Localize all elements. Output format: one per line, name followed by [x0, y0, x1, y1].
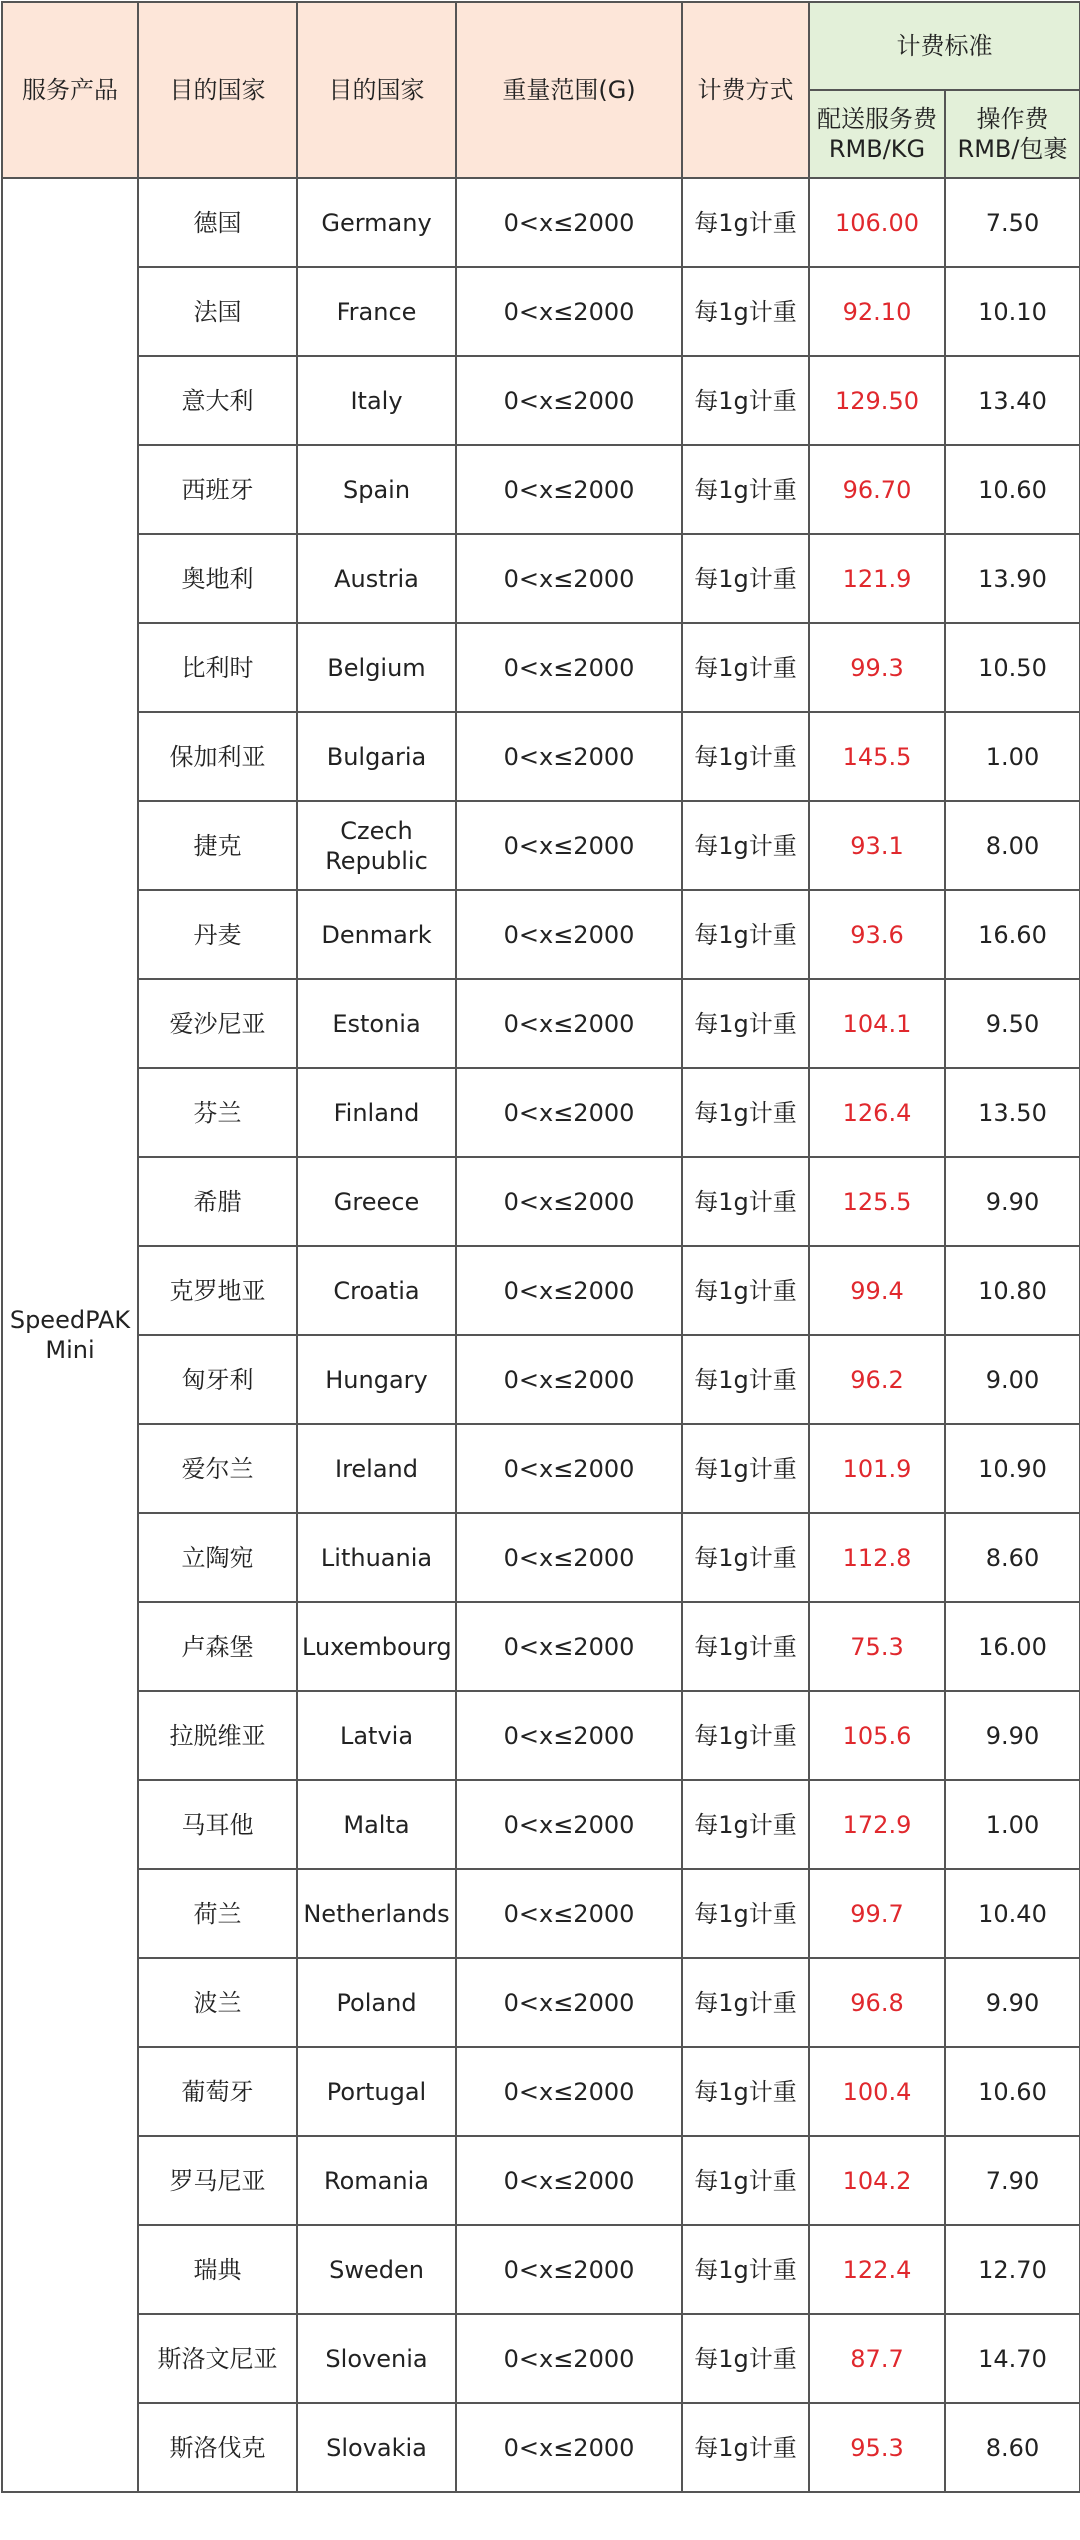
pricing-table — [1, 1, 1080, 2493]
operation-fee-cell: 13.50 — [945, 1068, 1080, 1157]
billing-method-cell: 每1g计重 — [682, 1157, 809, 1246]
country-en-cell: Portugal — [297, 2047, 456, 2136]
weight-range-cell: 0<x≤2000 — [456, 356, 682, 445]
country-en-cell: Estonia — [297, 979, 456, 1068]
table-row — [2, 534, 1080, 623]
table-row — [2, 623, 1080, 712]
delivery-fee-cell: 121.9 — [809, 534, 945, 623]
billing-method-cell: 每1g计重 — [682, 534, 809, 623]
table-row — [2, 2047, 1080, 2136]
weight-range-cell: 0<x≤2000 — [456, 534, 682, 623]
billing-method-cell: 每1g计重 — [682, 2403, 809, 2492]
delivery-fee-cell: 112.8 — [809, 1513, 945, 1602]
country-en-cell: Sweden — [297, 2225, 456, 2314]
delivery-fee-cell: 172.9 — [809, 1780, 945, 1869]
header-operation-fee-line2: RMB/包裹 — [957, 135, 1068, 163]
weight-range-cell: 0<x≤2000 — [456, 1780, 682, 1869]
header-operation-fee-line1: 操作费 — [976, 105, 1049, 133]
country-en-cell: Malta — [297, 1780, 456, 1869]
table-row — [2, 801, 1080, 890]
table-row — [2, 178, 1080, 267]
billing-method-cell: 每1g计重 — [682, 1246, 809, 1335]
billing-method-cell: 每1g计重 — [682, 1602, 809, 1691]
billing-method-cell: 每1g计重 — [682, 979, 809, 1068]
product-name-line2: Mini — [45, 1336, 95, 1364]
operation-fee-cell: 9.90 — [945, 1157, 1080, 1246]
billing-method-cell: 每1g计重 — [682, 1780, 809, 1869]
weight-range-cell: 0<x≤2000 — [456, 1602, 682, 1691]
table-row — [2, 890, 1080, 979]
country-en-cell: Netherlands — [297, 1869, 456, 1958]
country-cn-cell: 立陶宛 — [138, 1513, 297, 1602]
weight-range-cell: 0<x≤2000 — [456, 1335, 682, 1424]
table-row — [2, 1157, 1080, 1246]
operation-fee-cell: 9.90 — [945, 1691, 1080, 1780]
operation-fee-cell: 10.90 — [945, 1424, 1080, 1513]
country-cn-cell: 卢森堡 — [138, 1602, 297, 1691]
delivery-fee-cell: 106.00 — [809, 178, 945, 267]
operation-fee-cell: 10.60 — [945, 445, 1080, 534]
header-operation-fee — [945, 90, 1080, 178]
delivery-fee-cell: 122.4 — [809, 2225, 945, 2314]
delivery-fee-cell: 99.3 — [809, 623, 945, 712]
operation-fee-cell: 7.90 — [945, 2136, 1080, 2225]
weight-range-cell: 0<x≤2000 — [456, 178, 682, 267]
operation-fee-cell: 8.00 — [945, 801, 1080, 890]
country-cn-cell: 保加利亚 — [138, 712, 297, 801]
delivery-fee-cell: 101.9 — [809, 1424, 945, 1513]
operation-fee-cell: 10.50 — [945, 623, 1080, 712]
header-country-en: 目的国家 — [297, 2, 456, 178]
country-cn-cell: 意大利 — [138, 356, 297, 445]
country-en-cell: Bulgaria — [297, 712, 456, 801]
operation-fee-cell: 9.50 — [945, 979, 1080, 1068]
delivery-fee-cell: 126.4 — [809, 1068, 945, 1157]
operation-fee-cell: 8.60 — [945, 2403, 1080, 2492]
billing-method-cell: 每1g计重 — [682, 1335, 809, 1424]
weight-range-cell: 0<x≤2000 — [456, 1691, 682, 1780]
country-en-cell: Slovakia — [297, 2403, 456, 2492]
delivery-fee-cell: 129.50 — [809, 356, 945, 445]
country-en-cell: Czech Republic — [297, 801, 456, 890]
operation-fee-cell: 16.60 — [945, 890, 1080, 979]
country-cn-cell: 瑞典 — [138, 2225, 297, 2314]
weight-range-cell: 0<x≤2000 — [456, 2403, 682, 2492]
billing-method-cell: 每1g计重 — [682, 267, 809, 356]
country-cn-cell: 德国 — [138, 178, 297, 267]
country-en-cell: Slovenia — [297, 2314, 456, 2403]
country-cn-cell: 斯洛伐克 — [138, 2403, 297, 2492]
delivery-fee-cell: 99.7 — [809, 1869, 945, 1958]
operation-fee-cell: 10.10 — [945, 267, 1080, 356]
table-body — [2, 178, 1080, 2492]
weight-range-cell: 0<x≤2000 — [456, 979, 682, 1068]
billing-method-cell: 每1g计重 — [682, 1513, 809, 1602]
header-delivery-fee-line2: RMB/KG — [828, 135, 926, 163]
delivery-fee-cell: 87.7 — [809, 2314, 945, 2403]
country-cn-cell: 丹麦 — [138, 890, 297, 979]
delivery-fee-cell: 105.6 — [809, 1691, 945, 1780]
billing-method-cell: 每1g计重 — [682, 1869, 809, 1958]
country-cn-cell: 拉脱维亚 — [138, 1691, 297, 1780]
country-cn-cell: 波兰 — [138, 1958, 297, 2047]
table-row — [2, 2225, 1080, 2314]
operation-fee-cell: 9.90 — [945, 1958, 1080, 2047]
table-row — [2, 1780, 1080, 1869]
billing-method-cell: 每1g计重 — [682, 890, 809, 979]
table-row — [2, 2403, 1080, 2492]
delivery-fee-cell: 100.4 — [809, 2047, 945, 2136]
operation-fee-cell: 13.40 — [945, 356, 1080, 445]
operation-fee-cell: 10.80 — [945, 1246, 1080, 1335]
delivery-fee-cell: 104.1 — [809, 979, 945, 1068]
delivery-fee-cell: 92.10 — [809, 267, 945, 356]
table-row — [2, 1602, 1080, 1691]
country-en-cell: Croatia — [297, 1246, 456, 1335]
country-en-cell: Denmark — [297, 890, 456, 979]
header-product: 服务产品 — [2, 2, 138, 178]
country-cn-cell: 爱尔兰 — [138, 1424, 297, 1513]
country-cn-cell: 爱沙尼亚 — [138, 979, 297, 1068]
country-cn-cell: 克罗地亚 — [138, 1246, 297, 1335]
weight-range-cell: 0<x≤2000 — [456, 801, 682, 890]
billing-method-cell: 每1g计重 — [682, 2047, 809, 2136]
delivery-fee-cell: 93.6 — [809, 890, 945, 979]
weight-range-cell: 0<x≤2000 — [456, 1869, 682, 1958]
header-country-cn: 目的国家 — [138, 2, 297, 178]
billing-method-cell: 每1g计重 — [682, 2225, 809, 2314]
weight-range-cell: 0<x≤2000 — [456, 2225, 682, 2314]
operation-fee-cell: 14.70 — [945, 2314, 1080, 2403]
table-row — [2, 445, 1080, 534]
weight-range-cell: 0<x≤2000 — [456, 1513, 682, 1602]
weight-range-cell: 0<x≤2000 — [456, 445, 682, 534]
operation-fee-cell: 10.60 — [945, 2047, 1080, 2136]
country-en-cell: France — [297, 267, 456, 356]
weight-range-cell: 0<x≤2000 — [456, 1958, 682, 2047]
delivery-fee-cell: 96.8 — [809, 1958, 945, 2047]
table-row — [2, 2314, 1080, 2403]
weight-range-cell: 0<x≤2000 — [456, 890, 682, 979]
table-row — [2, 1513, 1080, 1602]
operation-fee-cell: 8.60 — [945, 1513, 1080, 1602]
country-en-cell: Romania — [297, 2136, 456, 2225]
country-en-cell: Germany — [297, 178, 456, 267]
table-row — [2, 1958, 1080, 2047]
billing-method-cell: 每1g计重 — [682, 2314, 809, 2403]
weight-range-cell: 0<x≤2000 — [456, 1068, 682, 1157]
billing-method-cell: 每1g计重 — [682, 1424, 809, 1513]
delivery-fee-cell: 99.4 — [809, 1246, 945, 1335]
product-name-line1: SpeedPAK — [9, 1306, 131, 1334]
table-row — [2, 267, 1080, 356]
operation-fee-cell: 9.00 — [945, 1335, 1080, 1424]
weight-range-cell: 0<x≤2000 — [456, 1424, 682, 1513]
country-cn-cell: 葡萄牙 — [138, 2047, 297, 2136]
product-cell — [2, 178, 138, 2492]
operation-fee-cell: 1.00 — [945, 1780, 1080, 1869]
table-row — [2, 712, 1080, 801]
delivery-fee-cell: 96.2 — [809, 1335, 945, 1424]
operation-fee-cell: 7.50 — [945, 178, 1080, 267]
country-en-cell: Spain — [297, 445, 456, 534]
country-cn-cell: 捷克 — [138, 801, 297, 890]
country-en-cell: Greece — [297, 1157, 456, 1246]
delivery-fee-cell: 96.70 — [809, 445, 945, 534]
weight-range-cell: 0<x≤2000 — [456, 2136, 682, 2225]
country-cn-cell: 奥地利 — [138, 534, 297, 623]
country-cn-cell: 匈牙利 — [138, 1335, 297, 1424]
country-cn-cell: 比利时 — [138, 623, 297, 712]
operation-fee-cell: 1.00 — [945, 712, 1080, 801]
header-billing-standard: 计费标准 — [809, 2, 1080, 90]
billing-method-cell: 每1g计重 — [682, 1068, 809, 1157]
header-weight-range: 重量范围(G) — [456, 2, 682, 178]
country-en-cell: Finland — [297, 1068, 456, 1157]
weight-range-cell: 0<x≤2000 — [456, 267, 682, 356]
country-en-cell: Italy — [297, 356, 456, 445]
operation-fee-cell: 10.40 — [945, 1869, 1080, 1958]
billing-method-cell: 每1g计重 — [682, 356, 809, 445]
country-en-cell: Ireland — [297, 1424, 456, 1513]
country-cn-cell: 马耳他 — [138, 1780, 297, 1869]
header-delivery-fee-line1: 配送服务费 — [817, 105, 937, 133]
country-cn-cell: 法国 — [138, 267, 297, 356]
country-cn-cell: 斯洛文尼亚 — [138, 2314, 297, 2403]
country-cn-cell: 罗马尼亚 — [138, 2136, 297, 2225]
billing-method-cell: 每1g计重 — [682, 1958, 809, 2047]
operation-fee-cell: 13.90 — [945, 534, 1080, 623]
delivery-fee-cell: 75.3 — [809, 1602, 945, 1691]
weight-range-cell: 0<x≤2000 — [456, 623, 682, 712]
table-row — [2, 1424, 1080, 1513]
country-en-cell: Austria — [297, 534, 456, 623]
country-en-cell: Poland — [297, 1958, 456, 2047]
billing-method-cell: 每1g计重 — [682, 445, 809, 534]
header-delivery-fee — [809, 90, 945, 178]
weight-range-cell: 0<x≤2000 — [456, 712, 682, 801]
table-row — [2, 1691, 1080, 1780]
country-en-cell: Latvia — [297, 1691, 456, 1780]
operation-fee-cell: 16.00 — [945, 1602, 1080, 1691]
table-row — [2, 1335, 1080, 1424]
table-row — [2, 2136, 1080, 2225]
billing-method-cell: 每1g计重 — [682, 1691, 809, 1780]
header-row — [2, 2, 1080, 90]
billing-method-cell: 每1g计重 — [682, 2136, 809, 2225]
country-en-cell: Lithuania — [297, 1513, 456, 1602]
billing-method-cell: 每1g计重 — [682, 178, 809, 267]
operation-fee-cell: 12.70 — [945, 2225, 1080, 2314]
table-row — [2, 979, 1080, 1068]
country-cn-cell: 西班牙 — [138, 445, 297, 534]
table-row — [2, 356, 1080, 445]
weight-range-cell: 0<x≤2000 — [456, 1246, 682, 1335]
delivery-fee-cell: 93.1 — [809, 801, 945, 890]
country-cn-cell: 希腊 — [138, 1157, 297, 1246]
country-en-cell: Belgium — [297, 623, 456, 712]
table-row — [2, 1869, 1080, 1958]
weight-range-cell: 0<x≤2000 — [456, 1157, 682, 1246]
delivery-fee-cell: 125.5 — [809, 1157, 945, 1246]
weight-range-cell: 0<x≤2000 — [456, 2314, 682, 2403]
table-row — [2, 1068, 1080, 1157]
table-row — [2, 1246, 1080, 1335]
header-billing-method: 计费方式 — [682, 2, 809, 178]
billing-method-cell: 每1g计重 — [682, 801, 809, 890]
delivery-fee-cell: 95.3 — [809, 2403, 945, 2492]
delivery-fee-cell: 145.5 — [809, 712, 945, 801]
country-en-cell: Hungary — [297, 1335, 456, 1424]
country-en-cell: Luxembourg — [297, 1602, 456, 1691]
country-cn-cell: 荷兰 — [138, 1869, 297, 1958]
country-cn-cell: 芬兰 — [138, 1068, 297, 1157]
billing-method-cell: 每1g计重 — [682, 623, 809, 712]
delivery-fee-cell: 104.2 — [809, 2136, 945, 2225]
weight-range-cell: 0<x≤2000 — [456, 2047, 682, 2136]
billing-method-cell: 每1g计重 — [682, 712, 809, 801]
